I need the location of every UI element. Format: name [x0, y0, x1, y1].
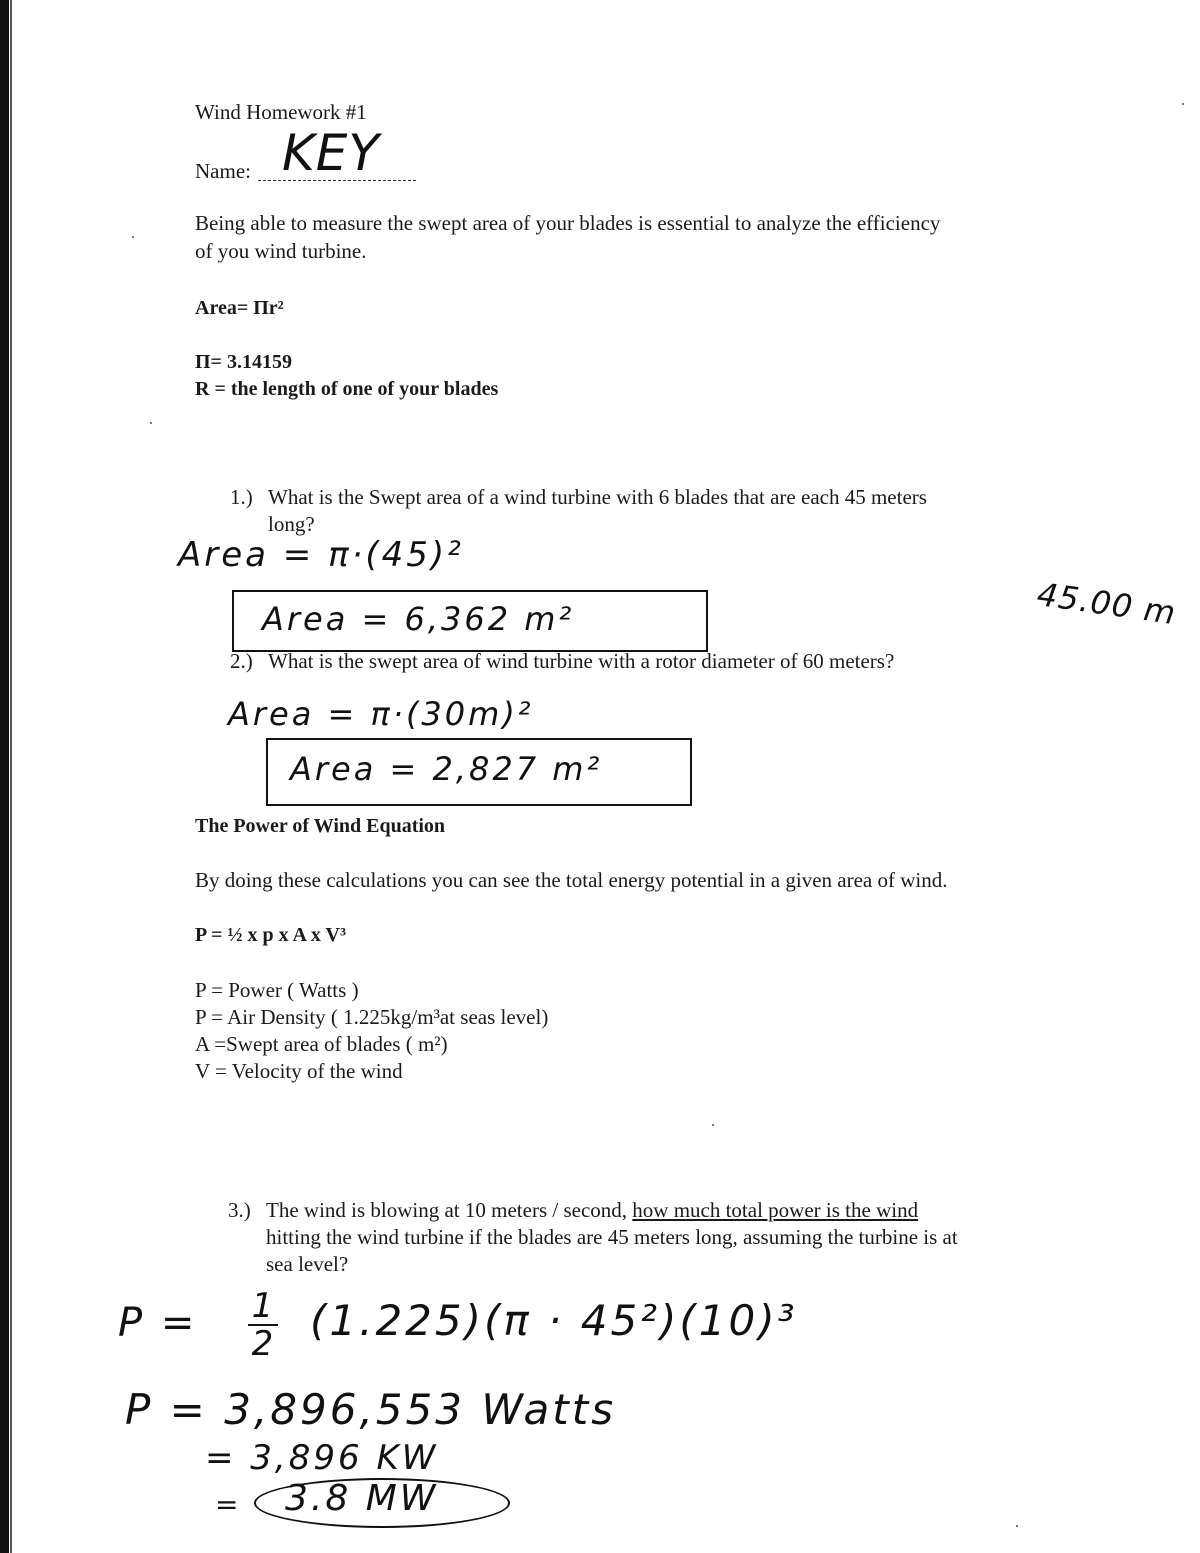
intro-line-1: Being able to measure the swept area of your blades is essential to analyze the efficiency [195, 211, 941, 235]
q3-fraction-denominator: 2 [251, 1324, 277, 1364]
name-label: Name: [195, 159, 251, 183]
scan-speck [150, 422, 152, 424]
q1-text-line-1: What is the Swept area of a wind turbine with 6 blades that are each 45 meters [268, 485, 927, 509]
q1-margin-note: 45.00 m [1034, 575, 1179, 633]
q3-work-kw: = 3,896 KW [205, 1438, 439, 1478]
scan-speck [132, 236, 134, 238]
q3-work-eq: = [215, 1488, 242, 1521]
q2-number: 2.) [230, 649, 253, 673]
scan-edge-shadow [10, 0, 12, 1553]
q3-text-line-2: hitting the wind turbine if the blades are 45 meters long, assuming the turbine is at [266, 1225, 958, 1249]
q2-work: Area = π·(30m)² [228, 695, 534, 733]
scan-speck [712, 1124, 714, 1126]
q1-work: Area = π·(45)² [178, 535, 464, 575]
scan-speck [1016, 1525, 1018, 1527]
q1-number: 1.) [230, 485, 253, 509]
q3-work-watts: P = 3,896,553 Watts [125, 1385, 617, 1434]
area-formula: Area= Πr² [195, 297, 284, 319]
definition-power: P = Power ( Watts ) [195, 978, 359, 1002]
r-definition: R = the length of one of your blades [195, 378, 499, 400]
q3-work-lhs: P = [118, 1300, 198, 1346]
q1-answer: Area = 6,362 m² [262, 600, 575, 638]
q2-answer: Area = 2,827 m² [290, 750, 603, 788]
worksheet-title: Wind Homework #1 [195, 100, 367, 124]
power-intro: By doing these calculations you can see the total energy potential in a given area of wind. [195, 868, 948, 892]
q1-text-line-2: long? [268, 512, 315, 536]
power-heading: The Power of Wind Equation [195, 815, 446, 837]
handwritten-name: KEY [282, 124, 380, 182]
q3-fraction-numerator: 1 [251, 1286, 277, 1326]
definition-swept-area: A =Swept area of blades ( m²) [195, 1032, 448, 1056]
q3-text-line-1b: how much total power is the wind [632, 1198, 919, 1222]
q3-work-fraction [248, 1288, 280, 1362]
q3-number: 3.) [228, 1198, 251, 1222]
q3-work-rhs: (1.225)(π · 45²)(10)³ [310, 1296, 798, 1345]
definition-velocity: V = Velocity of the wind [195, 1059, 403, 1083]
scan-speck [1182, 103, 1184, 105]
q3-text-line-3: sea level? [266, 1252, 349, 1276]
q3-final-answer: 3.8 MW [285, 1478, 439, 1519]
q3-text-line-1 [266, 1197, 918, 1224]
scan-edge [0, 0, 9, 1553]
intro-line-2: of you wind turbine. [195, 239, 367, 263]
pi-definition: Π= 3.14159 [195, 351, 292, 373]
q2-text: What is the swept area of wind turbine with a rotor diameter of 60 meters? [268, 649, 895, 673]
power-formula: P = ½ x p x A x V³ [195, 924, 346, 946]
definition-air-density: P = Air Density ( 1.225kg/m³at seas level) [195, 1005, 549, 1029]
q3-text-line-1a: The wind is blowing at 10 meters / second, [266, 1198, 633, 1222]
